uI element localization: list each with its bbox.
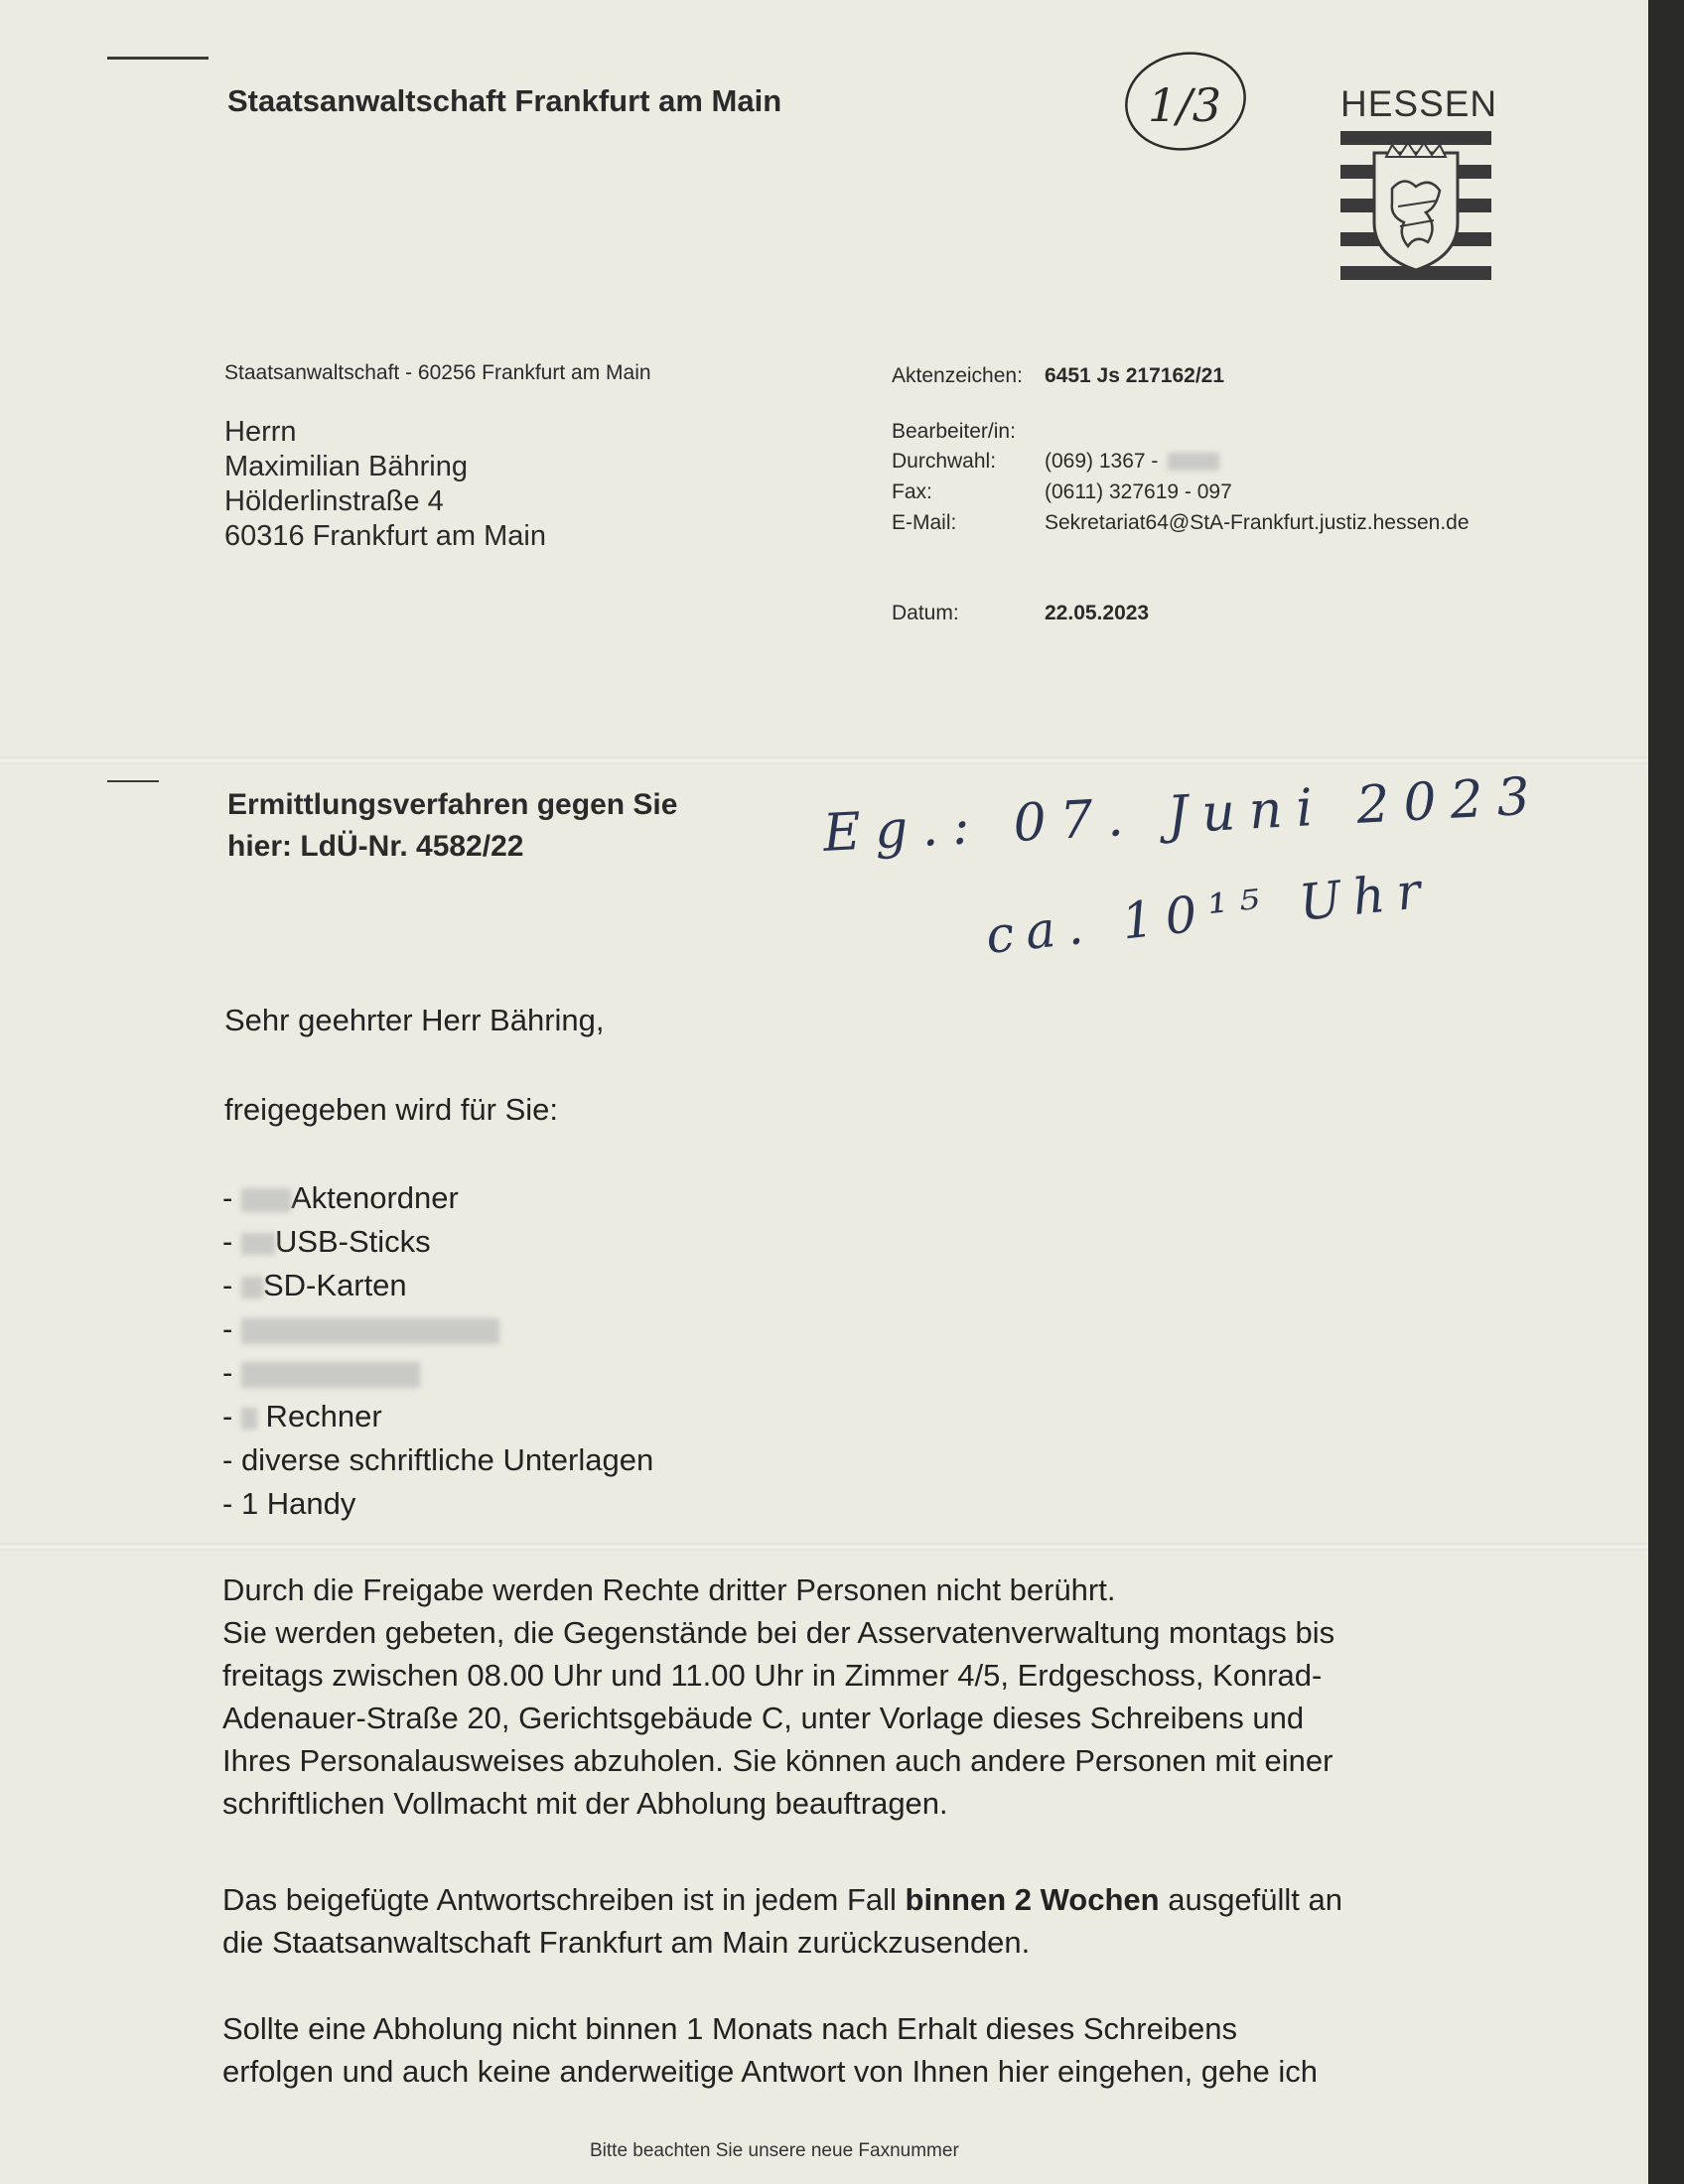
hessen-coat-of-arms-icon xyxy=(1340,131,1491,284)
list-item: - 1 Handy xyxy=(222,1486,356,1521)
fax-value: (0611) 327619 - 097 xyxy=(1045,480,1232,503)
list-item: - Rechner xyxy=(222,1399,382,1433)
fold-mark-middle xyxy=(107,780,159,782)
paragraph-pickup-instructions xyxy=(222,1569,1454,1825)
phone-label: Durchwahl: xyxy=(892,450,997,473)
return-address: Staatsanwaltschaft - 60256 Frankfurt am Main xyxy=(224,361,651,384)
fold-mark-top xyxy=(107,57,209,60)
paragraph-no-pickup xyxy=(222,2007,1454,2093)
recipient-name: Maximilian Bähring xyxy=(224,451,468,482)
file-ref-label: Aktenzeichen: xyxy=(892,364,1023,387)
paragraph-line: Durch die Freigabe werden Rechte dritter Personen nicht berührt. xyxy=(222,1572,1116,1607)
recipient-street: Hölderlinstraße 4 xyxy=(224,485,444,517)
paragraph-line: schriftlichen Vollmacht mit der Abholung beauftragen. xyxy=(222,1786,948,1821)
list-item: - SD-Karten xyxy=(222,1268,407,1302)
list-item: - xyxy=(222,1307,653,1351)
recipient-city: 60316 Frankfurt am Main xyxy=(224,520,546,552)
handwritten-page-mark xyxy=(1120,46,1254,155)
page-mark-text: 1/3 xyxy=(1148,78,1222,132)
fax-label: Fax: xyxy=(892,480,932,503)
phone-value xyxy=(1045,450,1219,474)
authority-name: Staatsanwaltschaft Frankfurt am Main xyxy=(227,83,782,118)
paragraph-line: Adenauer-Straße 20, Gerichtsgebäude C, unter Vorlage dieses Schreibens und xyxy=(222,1701,1305,1735)
fold-line-top xyxy=(0,756,1648,764)
subject-line-1: Ermittlungsverfahren gegen Sie xyxy=(227,788,678,821)
email-value: Sekretariat64@StA-Frankfurt.justiz.hessen.de xyxy=(1045,511,1470,534)
released-items-list xyxy=(222,1176,653,1526)
file-ref-value: 6451 Js 217162/21 xyxy=(1045,364,1225,387)
email-label: E-Mail: xyxy=(892,511,957,534)
state-logo-text: HESSEN xyxy=(1340,83,1498,124)
redacted-extension xyxy=(1168,453,1219,471)
subject-line-2: hier: LdÜ-Nr. 4582/22 xyxy=(227,830,524,863)
handwritten-pickup-note xyxy=(809,766,1546,978)
fold-line-bottom xyxy=(0,1543,1648,1551)
list-item: - diverse schriftliche Unterlagen xyxy=(222,1442,654,1477)
date-label: Datum: xyxy=(892,602,959,624)
date-value: 22.05.2023 xyxy=(1045,602,1150,624)
paragraph-line: Sollte eine Abholung nicht binnen 1 Monats nach Erhalt dieses Schreibens xyxy=(222,2011,1237,2046)
paragraph-line: Das beigefügte Antwortschreiben ist in jedem Fall binnen 2 Wochen ausgefüllt an xyxy=(222,1882,1343,1917)
subject-block xyxy=(227,784,677,868)
recipient-salutation: Herrn xyxy=(224,416,297,448)
handwritten-note-line-1: Eg.: 07. Juni 2023 xyxy=(821,766,1546,864)
handwritten-note-line-2: ca. 10¹⁵ Uhr xyxy=(983,861,1436,965)
paragraph-line: Ihres Personalausweises abzuholen. Sie können auch andere Personen mit einer xyxy=(222,1743,1333,1778)
greeting: Sehr geehrter Herr Bähring, xyxy=(224,1003,605,1037)
footer-fax-notice: Bitte beachten Sie unsere neue Faxnummer xyxy=(590,2140,959,2161)
list-item: - xyxy=(222,1351,653,1395)
paragraph-line: erfolgen und auch keine anderweitige Antwort von Ihnen hier eingehen, gehe ich xyxy=(222,2054,1319,2089)
phone-number: (069) 1367 - xyxy=(1045,450,1159,473)
list-item: - Aktenordner xyxy=(222,1180,459,1215)
clerk-label: Bearbeiter/in: xyxy=(892,420,1016,443)
intro-text: freigegeben wird für Sie: xyxy=(224,1092,559,1127)
deadline-emphasis: binnen 2 Wochen xyxy=(905,1882,1160,1917)
paragraph-line: die Staatsanwaltschaft Frankfurt am Main zurückzusenden. xyxy=(222,1925,1031,1960)
list-item: - USB-Sticks xyxy=(222,1224,431,1259)
recipient-address xyxy=(224,415,546,554)
paragraph-line: Sie werden gebeten, die Gegenstände bei der Asservatenverwaltung montags bis xyxy=(222,1615,1335,1650)
paragraph-line: freitags zwischen 08.00 Uhr und 11.00 Uhr in Zimmer 4/5, Erdgeschoss, Konrad- xyxy=(222,1658,1323,1693)
paragraph-reply-deadline xyxy=(222,1878,1454,1964)
